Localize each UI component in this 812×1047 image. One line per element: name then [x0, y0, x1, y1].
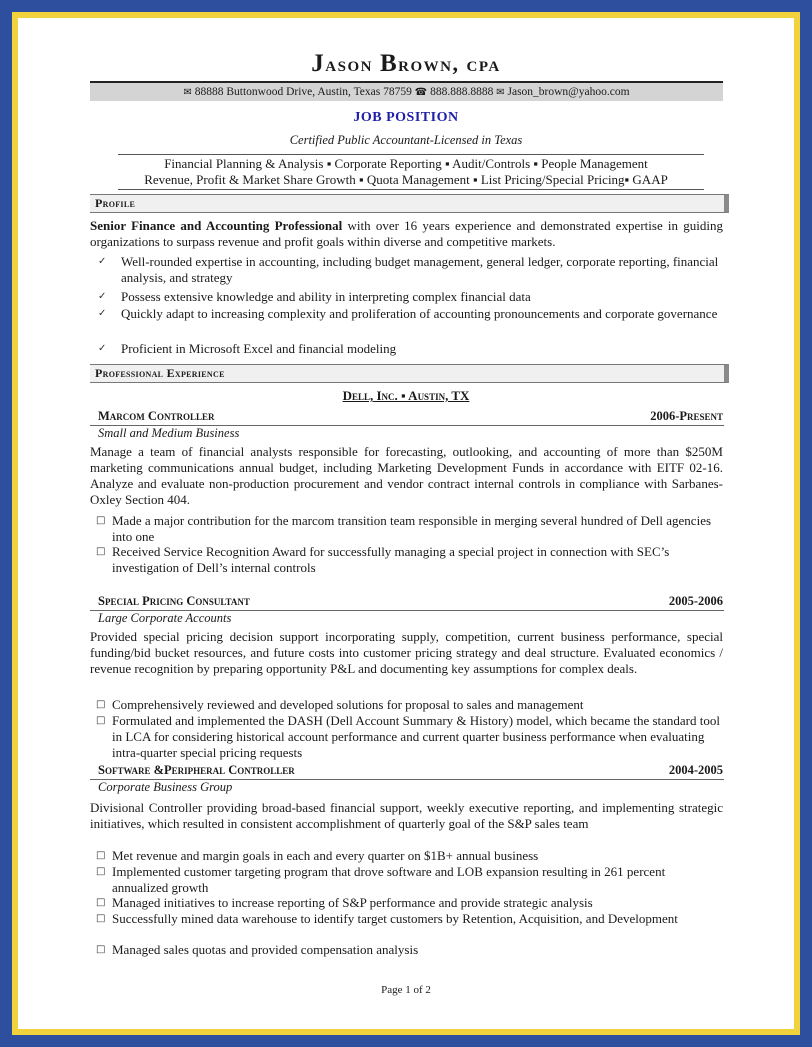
- section-profile: [90, 194, 729, 213]
- candidate-name: Jason Brown, cpa: [311, 50, 501, 77]
- role-summary: Provided special pricing decision support incorporating supply, competition, current business performance, special funding/bid bucket resources, and future costs into customer pricing strategy and deal structure. Evaluated economics / revenue recognition by preparing opportunity P&L and documenting key assumptions for complex deals.: [90, 629, 723, 676]
- section-heading: Profile: [95, 196, 136, 210]
- square-bullet-icon: □: [96, 546, 106, 557]
- phone: 888.888.8888: [430, 86, 494, 98]
- skills-line-1: Financial Planning & Analysis ▪ Corporate Reporting ▪ Audit/Controls ▪ People Management: [164, 156, 648, 171]
- section-heading: Professional Experience: [95, 366, 225, 380]
- employer: Dell, Inc. ▪ Austin, TX: [342, 388, 470, 403]
- address: 88888 Buttonwood Drive, Austin, Texas 78759: [194, 86, 412, 98]
- check-icon: ✓: [98, 308, 107, 319]
- mail-icon: ✉: [496, 87, 505, 98]
- page-number: Page 1 of 2: [381, 984, 431, 996]
- role-header: Marcom Controller 2006-Present: [98, 409, 723, 423]
- email[interactable]: Jason_brown@yahoo.com: [507, 86, 630, 98]
- square-bullet-icon: □: [96, 913, 106, 924]
- role-header: Special Pricing Consultant 2005-2006: [98, 594, 723, 608]
- role-unit: Corporate Business Group: [98, 780, 233, 794]
- square-bullet-icon: □: [96, 866, 106, 877]
- skills-line-2: Revenue, Profit & Market Share Growth ▪ Quota Management ▪ List Pricing/Special Pricing▪ GAAP: [144, 172, 668, 187]
- resume-page: Jason Brown, cpa ✉ 88888 Buttonwood Drive, Austin, Texas 78759 ☎ 888.888.8888 ✉ Jason_brown@yahoo.com JOB POSITION Certified Public Accountant-Licensed in Texas Financial Planning & Analysis ▪ Corporate Reporting ▪ Audit/Controls ▪ People Management Revenue, Profit & Market Share Growth ▪ Quota Management ▪ List Pricing/Special Pricing▪ GAAP Profile Senior Finance and Accounting Professional with over 16 years experience and demonstrated expertise in guiding organizations to surpass revenue and profit goals within diverse and competitive markets. ✓ Well-rounded expertise in accounting, including budget management, general ledger, corporate reporting, financial analysis, and strategy ✓ Possess extensive knowledge and ability in interpreting complex financial data ✓ Quickly adapt to increasing complexity and proliferation of accounting pronouncements and corporate governance ✓ Proficient in Microsoft Excel and financial modeling Professional Experience Dell, Inc. ▪ Austin, TX Marcom Controller 2006-Present Small and Medium Business Manage a team of financial analysts responsible for forecasting, outlooking, and accounting of more than $250M marketing communications annual budget, including Marketing Development Funds in accordance with EITF 02-16. Analyze and evaluate non-production procurement and vendor contract internal controls in compliance with Sarbanes-Oxley Section 404. □ Made a major contribution for the marcom transition team responsible in merging several hundred of Dell agencies into one □ Received Service Recognition Award for successfully managing a special project in connection with SEC’s investigation of Dell’s internal controls Special Pricing Consultant 2005-2006 Large Corporate Accounts Provided special pricing decision support incorporating supply, competition, current business performance, special funding/bid bucket resources, and future costs into customer pricing strategy and deal structure. Evaluated economics / revenue recognition by preparing opportunity P&L and documenting key assumptions for complex deals. □ Comprehensively reviewed and developed solutions for proposal to sales and management □ Formulated and implemented the DASH (Dell Account Summary & History) model, which became the standard tool in LCA for considering historical account performance and current quarter business performance when evaluating intra-quarter special pricing requests Software &Peripheral Controller 2004-2005 Corporate Business Group Divisional Controller providing broad-based financial support, weekly executive reporting, and implementing strategic initiatives, which resulted in consistent accomplishment of quarterly goal of the S&P sales team □ Met revenue and margin goals in each and every quarter on $1B+ annual business □ Implemented customer targeting program that drove software and LOB expansion resulting in 261 percent annualized growth □ Managed initiatives to increase reporting of S&P performance and provide strategic analysis □ Successfully mined data warehouse to identify target customers by Retention, Acquisition, and Development □ Managed sales quotas and provided compensation analysis Page 1 of 2: [18, 18, 794, 1029]
- envelope-icon: ✉: [183, 87, 192, 98]
- square-bullet-icon: □: [96, 897, 106, 908]
- check-icon: ✓: [98, 256, 107, 267]
- role-header: Software &Peripheral Controller 2004-2005: [98, 763, 723, 777]
- role-unit: Small and Medium Business: [98, 426, 240, 440]
- square-bullet-icon: □: [96, 944, 106, 955]
- divider: [118, 189, 704, 190]
- profile-summary: Senior Finance and Accounting Professional with over 16 years experience and demonstrated expertise in guiding organizations to surpass revenue and profit goals within diverse and competitive markets.: [90, 218, 723, 249]
- contact-bar: [90, 81, 723, 101]
- square-bullet-icon: □: [96, 850, 106, 861]
- role-unit: Large Corporate Accounts: [98, 611, 232, 625]
- section-experience: [90, 364, 729, 383]
- square-bullet-icon: □: [96, 515, 106, 526]
- check-icon: ✓: [98, 291, 107, 302]
- role-summary: Manage a team of financial analysts responsible for forecasting, outlooking, and accounting of more than $250M marketing communications annual budget, including Marketing Development Funds in accordance with EITF 02-16. Analyze and evaluate non-production procurement and vendor contract internal controls in compliance with Sarbanes-Oxley Section 404.: [90, 444, 723, 507]
- square-bullet-icon: □: [96, 699, 106, 710]
- role-summary: Divisional Controller providing broad-based financial support, weekly executive reporting, and implementing strategic initiatives, which resulted in consistent accomplishment of quarterly goal of the S&P sales team: [90, 800, 723, 831]
- check-icon: ✓: [98, 343, 107, 354]
- phone-icon: ☎: [414, 87, 428, 98]
- job-position: JOB POSITION: [353, 110, 459, 125]
- square-bullet-icon: □: [96, 715, 106, 726]
- divider: [118, 154, 704, 155]
- subtitle: Certified Public Accountant-Licensed in Texas: [289, 133, 523, 147]
